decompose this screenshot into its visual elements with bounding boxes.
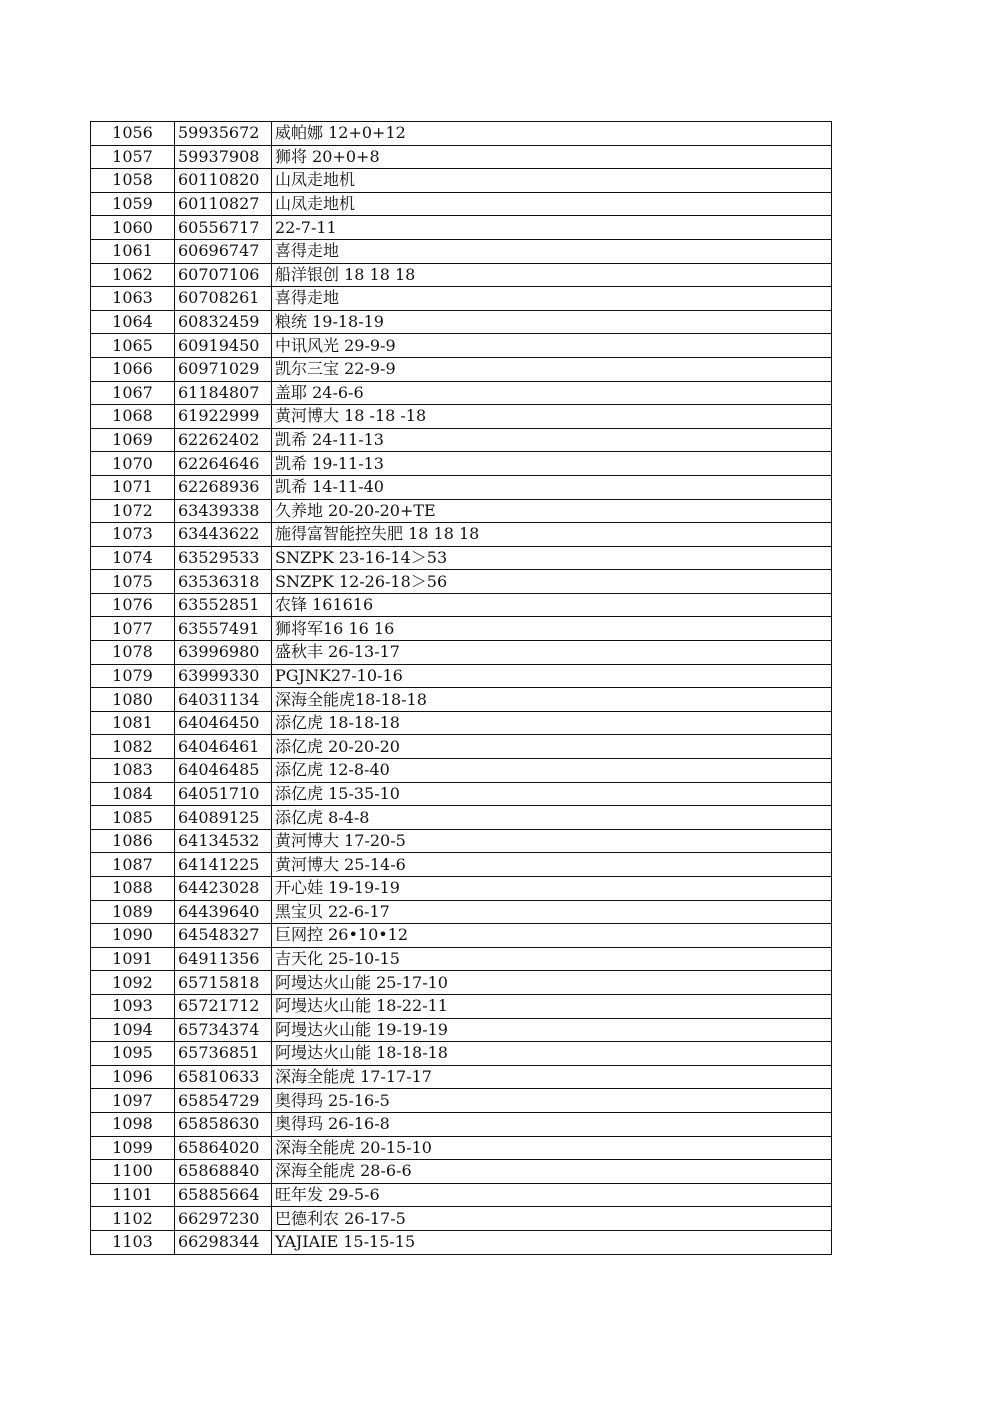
table-row [91, 877, 832, 901]
product-description-cell: 喜得走地 [272, 287, 832, 311]
registration-code-cell: 63557491 [175, 617, 272, 641]
table-row [91, 641, 832, 665]
product-description-cell: 奥得玛 25-16-5 [272, 1089, 832, 1113]
registration-code-cell: 64046485 [175, 759, 272, 783]
table-row [91, 1018, 832, 1042]
table-row [91, 1112, 832, 1136]
registration-code-cell: 64031134 [175, 688, 272, 712]
registration-code-cell: 63529533 [175, 546, 272, 570]
product-description-cell: 阿墁达火山能 18-22-11 [272, 994, 832, 1018]
product-description-cell: 深海全能虎18-18-18 [272, 688, 832, 712]
table-row [91, 239, 832, 263]
product-description-cell: 开心娃 19-19-19 [272, 877, 832, 901]
table-row [91, 853, 832, 877]
product-description-cell: 巨网控 26•10•12 [272, 924, 832, 948]
table-row [91, 1183, 832, 1207]
row-index-cell: 1087 [91, 853, 175, 877]
product-description-cell: 添亿虎 20-20-20 [272, 735, 832, 759]
table-row [91, 617, 832, 641]
registration-code-cell: 63552851 [175, 593, 272, 617]
product-description-cell: 凯希 19-11-13 [272, 452, 832, 476]
row-index-cell: 1093 [91, 994, 175, 1018]
table-row [91, 122, 832, 146]
registration-code-cell: 63536318 [175, 570, 272, 594]
product-description-cell: 阿墁达火山能 19-19-19 [272, 1018, 832, 1042]
row-index-cell: 1063 [91, 287, 175, 311]
row-index-cell: 1083 [91, 759, 175, 783]
registration-code-cell: 61184807 [175, 381, 272, 405]
product-description-cell: 22-7-11 [272, 216, 832, 240]
registration-code-cell: 64548327 [175, 924, 272, 948]
row-index-cell: 1060 [91, 216, 175, 240]
product-description-cell: SNZPK 12-26-18＞56 [272, 570, 832, 594]
table-row [91, 216, 832, 240]
row-index-cell: 1069 [91, 428, 175, 452]
table-row [91, 735, 832, 759]
registration-code-cell: 64046461 [175, 735, 272, 759]
registration-code-cell: 65868840 [175, 1160, 272, 1184]
registration-code-cell: 65858630 [175, 1112, 272, 1136]
table-row [91, 169, 832, 193]
row-index-cell: 1064 [91, 310, 175, 334]
table-row [91, 546, 832, 570]
row-index-cell: 1098 [91, 1112, 175, 1136]
product-description-cell: 阿墁达火山能 18-18-18 [272, 1042, 832, 1066]
registration-code-cell: 60696747 [175, 239, 272, 263]
table-row [91, 287, 832, 311]
table-row [91, 829, 832, 853]
table-row [91, 192, 832, 216]
row-index-cell: 1066 [91, 357, 175, 381]
table-row [91, 664, 832, 688]
product-description-cell: 中讯风光 29-9-9 [272, 334, 832, 358]
row-index-cell: 1059 [91, 192, 175, 216]
registration-code-cell: 60707106 [175, 263, 272, 287]
product-description-cell: 凯希 24-11-13 [272, 428, 832, 452]
registration-code-cell: 62264646 [175, 452, 272, 476]
registration-code-cell: 65734374 [175, 1018, 272, 1042]
row-index-cell: 1088 [91, 877, 175, 901]
table-row [91, 570, 832, 594]
registration-code-cell: 63999330 [175, 664, 272, 688]
registration-code-cell: 64439640 [175, 900, 272, 924]
registration-code-cell: 63439338 [175, 499, 272, 523]
row-index-cell: 1058 [91, 169, 175, 193]
product-description-cell: 农锋 161616 [272, 593, 832, 617]
table-row [91, 759, 832, 783]
table-row [91, 334, 832, 358]
table-row [91, 1065, 832, 1089]
table-row [91, 900, 832, 924]
row-index-cell: 1070 [91, 452, 175, 476]
registration-code-cell: 63443622 [175, 523, 272, 547]
product-description-cell: 盖耶 24-6-6 [272, 381, 832, 405]
registration-code-cell: 62268936 [175, 475, 272, 499]
table-row [91, 924, 832, 948]
row-index-cell: 1086 [91, 829, 175, 853]
registration-code-cell: 60708261 [175, 287, 272, 311]
row-index-cell: 1071 [91, 475, 175, 499]
registration-code-cell: 66297230 [175, 1207, 272, 1231]
product-description-cell: 奥得玛 26-16-8 [272, 1112, 832, 1136]
product-description-cell: 盛秋丰 26-13-17 [272, 641, 832, 665]
product-description-cell: 凯尔三宝 22-9-9 [272, 357, 832, 381]
registration-code-cell: 60556717 [175, 216, 272, 240]
table-row [91, 711, 832, 735]
table-row [91, 994, 832, 1018]
table-row [91, 145, 832, 169]
registration-code-cell: 65864020 [175, 1136, 272, 1160]
product-description-cell: 黄河博大 17-20-5 [272, 829, 832, 853]
row-index-cell: 1084 [91, 782, 175, 806]
table-body [91, 122, 832, 1255]
registration-code-cell: 59935672 [175, 122, 272, 146]
row-index-cell: 1074 [91, 546, 175, 570]
registration-table [90, 121, 832, 1255]
row-index-cell: 1068 [91, 405, 175, 429]
table-row [91, 310, 832, 334]
registration-code-cell: 60832459 [175, 310, 272, 334]
product-description-cell: YAJIAIE 15-15-15 [272, 1230, 832, 1254]
product-description-cell: 久养地 20-20-20+TE [272, 499, 832, 523]
row-index-cell: 1099 [91, 1136, 175, 1160]
product-description-cell: 黄河博大 18 -18 -18 [272, 405, 832, 429]
table-row [91, 452, 832, 476]
registration-code-cell: 61922999 [175, 405, 272, 429]
table-row [91, 806, 832, 830]
row-index-cell: 1078 [91, 641, 175, 665]
row-index-cell: 1056 [91, 122, 175, 146]
table-row [91, 971, 832, 995]
row-index-cell: 1075 [91, 570, 175, 594]
row-index-cell: 1085 [91, 806, 175, 830]
row-index-cell: 1081 [91, 711, 175, 735]
product-description-cell: 巴德利农 26-17-5 [272, 1207, 832, 1231]
row-index-cell: 1096 [91, 1065, 175, 1089]
table-row [91, 1089, 832, 1113]
table-row [91, 1042, 832, 1066]
product-description-cell: 威帕娜 12+0+12 [272, 122, 832, 146]
row-index-cell: 1057 [91, 145, 175, 169]
registration-code-cell: 64423028 [175, 877, 272, 901]
row-index-cell: 1103 [91, 1230, 175, 1254]
table-row [91, 381, 832, 405]
registration-code-cell: 64089125 [175, 806, 272, 830]
product-description-cell: SNZPK 23-16-14＞53 [272, 546, 832, 570]
registration-code-cell: 64134532 [175, 829, 272, 853]
product-description-cell: 深海全能虎 17-17-17 [272, 1065, 832, 1089]
row-index-cell: 1097 [91, 1089, 175, 1113]
row-index-cell: 1101 [91, 1183, 175, 1207]
product-description-cell: 旺年发 29-5-6 [272, 1183, 832, 1207]
row-index-cell: 1077 [91, 617, 175, 641]
product-description-cell: 船洋银创 18 18 18 [272, 263, 832, 287]
registration-code-cell: 64141225 [175, 853, 272, 877]
registration-code-cell: 65810633 [175, 1065, 272, 1089]
product-description-cell: 添亿虎 12-8-40 [272, 759, 832, 783]
row-index-cell: 1062 [91, 263, 175, 287]
registration-code-cell: 60110827 [175, 192, 272, 216]
table-row [91, 428, 832, 452]
table-row [91, 357, 832, 381]
product-description-cell: 施得富智能控失肥 18 18 18 [272, 523, 832, 547]
registration-code-cell: 60919450 [175, 334, 272, 358]
registration-code-cell: 65854729 [175, 1089, 272, 1113]
product-description-cell: 狮将 20+0+8 [272, 145, 832, 169]
row-index-cell: 1102 [91, 1207, 175, 1231]
registration-code-cell: 64911356 [175, 947, 272, 971]
table-row [91, 947, 832, 971]
table-row [91, 499, 832, 523]
row-index-cell: 1067 [91, 381, 175, 405]
product-description-cell: 黄河博大 25-14-6 [272, 853, 832, 877]
product-description-cell: 山凤走地机 [272, 192, 832, 216]
product-description-cell: 狮将军16 16 16 [272, 617, 832, 641]
product-description-cell: 添亿虎 18-18-18 [272, 711, 832, 735]
product-description-cell: 深海全能虎 20-15-10 [272, 1136, 832, 1160]
table-row [91, 475, 832, 499]
product-description-cell: 添亿虎 15-35-10 [272, 782, 832, 806]
product-description-cell: 山凤走地机 [272, 169, 832, 193]
registration-code-cell: 59937908 [175, 145, 272, 169]
product-description-cell: 阿墁达火山能 25-17-10 [272, 971, 832, 995]
registration-code-cell: 63996980 [175, 641, 272, 665]
product-description-cell: 黑宝贝 22-6-17 [272, 900, 832, 924]
registration-code-cell: 60110820 [175, 169, 272, 193]
row-index-cell: 1073 [91, 523, 175, 547]
registration-code-cell: 65885664 [175, 1183, 272, 1207]
product-description-cell: PGJNK27-10-16 [272, 664, 832, 688]
row-index-cell: 1092 [91, 971, 175, 995]
registration-code-cell: 64051710 [175, 782, 272, 806]
table-row [91, 1160, 832, 1184]
row-index-cell: 1091 [91, 947, 175, 971]
row-index-cell: 1079 [91, 664, 175, 688]
row-index-cell: 1080 [91, 688, 175, 712]
table-row [91, 593, 832, 617]
registration-code-cell: 64046450 [175, 711, 272, 735]
registration-code-cell: 65721712 [175, 994, 272, 1018]
table-row [91, 688, 832, 712]
row-index-cell: 1076 [91, 593, 175, 617]
row-index-cell: 1100 [91, 1160, 175, 1184]
row-index-cell: 1090 [91, 924, 175, 948]
row-index-cell: 1082 [91, 735, 175, 759]
row-index-cell: 1061 [91, 239, 175, 263]
row-index-cell: 1065 [91, 334, 175, 358]
product-description-cell: 吉天化 25-10-15 [272, 947, 832, 971]
table-row [91, 1207, 832, 1231]
table-row [91, 782, 832, 806]
table-row [91, 523, 832, 547]
table-row [91, 1136, 832, 1160]
row-index-cell: 1089 [91, 900, 175, 924]
product-description-cell: 添亿虎 8-4-8 [272, 806, 832, 830]
registration-code-cell: 66298344 [175, 1230, 272, 1254]
registration-code-cell: 65736851 [175, 1042, 272, 1066]
registration-code-cell: 60971029 [175, 357, 272, 381]
row-index-cell: 1095 [91, 1042, 175, 1066]
row-index-cell: 1072 [91, 499, 175, 523]
product-description-cell: 深海全能虎 28-6-6 [272, 1160, 832, 1184]
product-description-cell: 粮统 19-18-19 [272, 310, 832, 334]
registration-code-cell: 65715818 [175, 971, 272, 995]
product-description-cell: 喜得走地 [272, 239, 832, 263]
table-row [91, 263, 832, 287]
table-row [91, 1230, 832, 1254]
row-index-cell: 1094 [91, 1018, 175, 1042]
registration-code-cell: 62262402 [175, 428, 272, 452]
product-description-cell: 凯希 14-11-40 [272, 475, 832, 499]
table-row [91, 405, 832, 429]
